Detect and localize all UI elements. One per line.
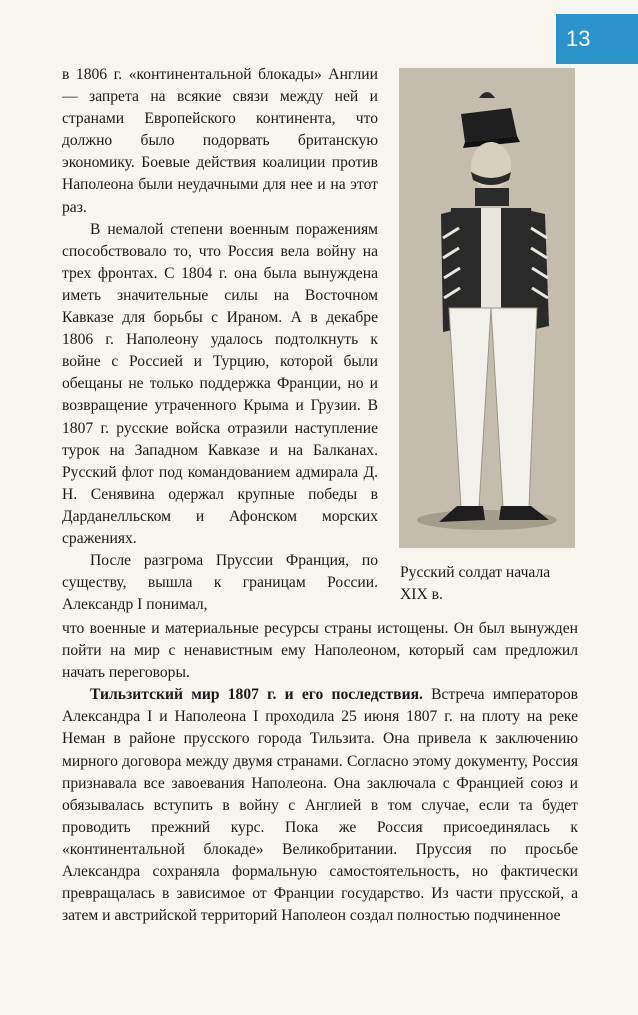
- page-number: 13: [566, 26, 591, 51]
- figure-caption: Русский солдат начала XIX в.: [400, 564, 551, 604]
- paragraph-1: в 1806 г. «континентальной блокады» Англии — запрета на всякие связи между ней и странами Европейского континента, что должно было подорвать британскую экономику. Боевые действия коалиции против Наполеона были неудачными для нее и на этот раз.: [62, 66, 378, 216]
- paragraph-2: В немалой степени военным поражениям способствовало то, что Россия вела войну на трех фронтах. С 1804 г. она была вынуждена иметь значительные силы на Восточном Кавказе для борьбы с Ираном. А в декабре 1806 г. Наполеону удалось подтолкнуть к войне с Россией и Турцию, которой были обещаны не только поддержка Франции, но и возвращение утраченного Крыма и Грузии. В 1807 г. русские войска отразили наступление турок на Западном Кавказе и на Балканах. Русский флот под командованием адмирала Д. Н. Сенявина одержал крупные победы в Дарданелльском и Афонском морских сражениях.: [62, 220, 378, 547]
- paragraph-3: После разгрома Пруссии Франция, по существу, вышла к границам России. Александр I понимал,: [62, 552, 378, 614]
- section-paragraph: [62, 684, 578, 927]
- full-width-text: [62, 618, 578, 927]
- section-body: Встреча императоров Александра I и Наполеона I проходила 25 июня 1807 г. на плоту на реке Неман в районе прусского города Тильзита. Она привела к заключению мирного договора между двумя странами. Согласно этому документу, Россия признавала все завоевания Наполеона. Она заключала с Францией союз и обязывалась вступить в войну с Англией в том случае, если та будет проводить прежний курс. Пока же Россия присоединялась к «континентальной блокаде» Великобритании. Пруссия по просьбе Александра сохраняла формальную самостоятельность, но фактически превращалась в зависимое от Франции государство. Из части прусской, а затем и австрийской территорий Наполеон создал полностью подчиненное: [62, 686, 578, 925]
- section-heading: Тильзитский мир 1807 г. и его последствия.: [90, 686, 423, 704]
- paragraph-continuation: что военные и материальные ресурсы страны истощены. Он был вынужден пойти на мир с ненавистным ему Наполеоном, который сам предложил начать переговоры.: [62, 620, 578, 682]
- soldier-illustration: [399, 68, 575, 548]
- soldier-drawing: [399, 68, 575, 548]
- page-number-tab: [556, 14, 638, 64]
- left-text-column: [62, 64, 378, 616]
